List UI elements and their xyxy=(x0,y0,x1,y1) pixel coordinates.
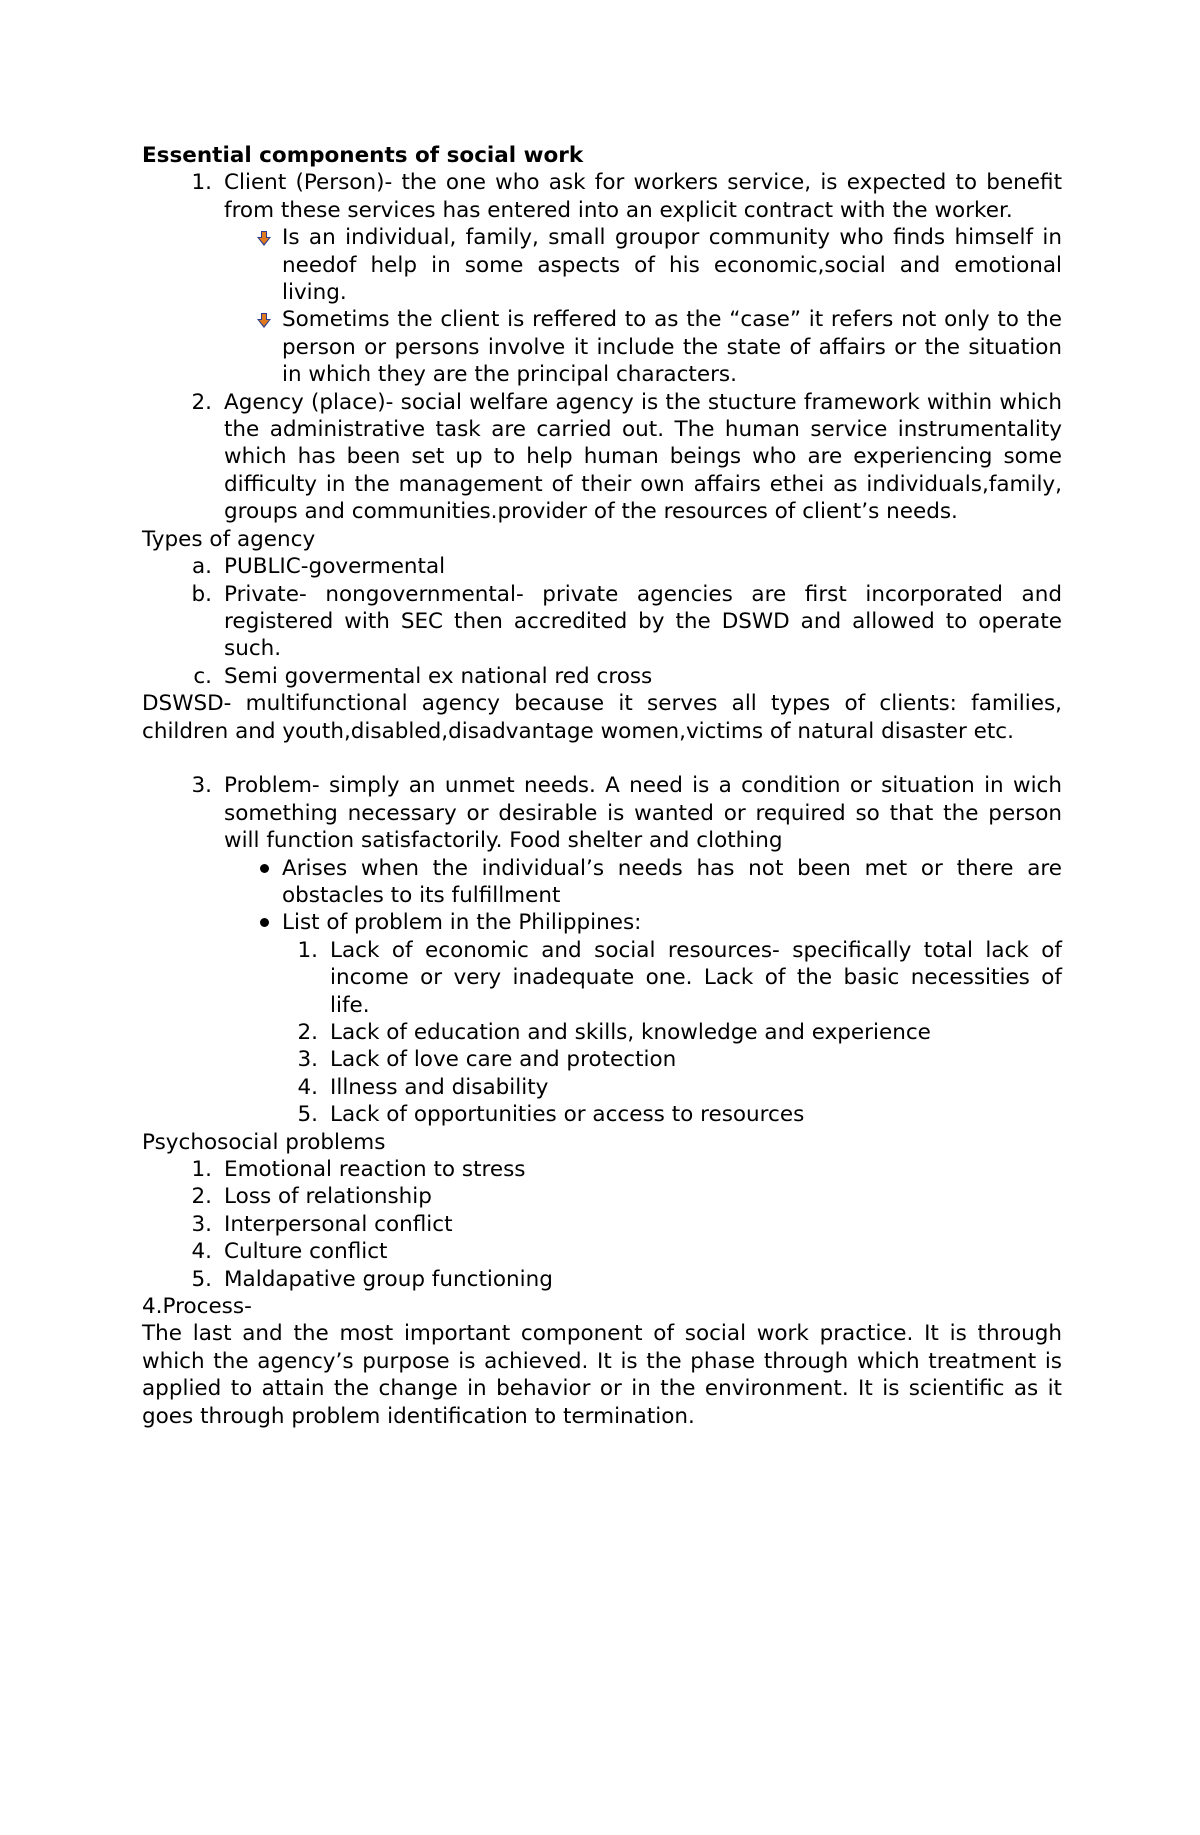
philippines-problem-item xyxy=(142,1046,1062,1073)
problem-text: Lack of opportunities or access to resources xyxy=(330,1102,805,1128)
psychosocial-item xyxy=(142,1183,1062,1210)
list-number: 5. xyxy=(297,1102,318,1128)
psychosocial-text: Maldapative group functioning xyxy=(224,1266,553,1292)
dot-bullet-icon xyxy=(246,855,282,873)
psychosocial-item xyxy=(142,1238,1062,1265)
list-number: 4. xyxy=(297,1074,318,1100)
blank-line xyxy=(142,745,1062,772)
process-paragraph: The last and the most important component of social work practice. It is through which the agency’s purpose is achieved. It is the phase through which treatment is applied to attain the change in behavior or in the environment. It is scientific as it goes through problem identification to termination. xyxy=(142,1321,1062,1429)
component-item-client xyxy=(142,169,1062,224)
dswsd-paragraph: DSWSD- multifunctional agency because it serves all types of clients: families, children and youth,disabled,disadvantage women,victims of natural disaster etc. xyxy=(142,691,1062,744)
philippines-problem-item xyxy=(142,1074,1062,1101)
philippines-problem-item xyxy=(142,1019,1062,1046)
arrow-bullet-item xyxy=(142,224,1062,306)
list-number: 3. xyxy=(191,773,212,799)
problem-text: Lack of education and skills, knowledge and experience xyxy=(330,1019,931,1045)
dot-bullet-icon xyxy=(246,909,282,927)
list-number: 3. xyxy=(297,1047,318,1073)
psychosocial-item xyxy=(142,1266,1062,1293)
psychosocial-text: Culture conflict xyxy=(224,1239,388,1265)
bullet-text: Is an individual, family, small groupor community who finds himself in needof help in some aspects of his economic,social and emotional living. xyxy=(282,225,1062,306)
component-item-problem xyxy=(142,772,1062,854)
bullet-text: Sometims the client is reffered to as the “case” it refers not only to the person or persons involve it include the state of affairs or the situation in which they are the principal characters. xyxy=(282,307,1062,388)
list-number: 3. xyxy=(191,1211,212,1237)
component-text: Agency (place)- social welfare agency is the stucture framework within which the administrative task are carried out. The human service instrumentality which has been set up to help human beings who are experiencing some difficulty in the management of their own affairs ethei as individuals,family, groups and communities.provider of the resources of client’s needs. xyxy=(224,389,1062,525)
agency-type-text: Private- nongovernmental- private agencies are first incorporated and registered with SEC then accredited by the DSWD and allowed to operate such. xyxy=(224,581,1062,662)
dot-bullet-item xyxy=(142,855,1062,910)
component-text: Client (Person)- the one who ask for workers service, is expected to benefit from these services has entered into an explicit contract with the worker. xyxy=(224,170,1062,223)
philippines-problem-item xyxy=(142,937,1062,1019)
section-heading-psychosocial: Psychosocial problems xyxy=(142,1129,386,1155)
list-number: 2. xyxy=(297,1019,318,1045)
arrow-bullet-item xyxy=(142,306,1062,388)
dot-bullet-item xyxy=(142,909,1062,936)
component-item-agency xyxy=(142,389,1062,526)
list-number: 2. xyxy=(191,1184,212,1210)
list-number: 5. xyxy=(191,1266,212,1292)
philippines-problem-item xyxy=(142,1101,1062,1128)
psychosocial-item xyxy=(142,1211,1062,1238)
arrow-bullet-icon xyxy=(246,224,282,248)
problem-text: Lack of love care and protection xyxy=(330,1047,677,1073)
problem-text: Illness and disability xyxy=(330,1074,549,1100)
section-heading-agency-types: Types of agency xyxy=(142,526,316,552)
bullet-text: Arises when the individual’s needs has not been met or there are obstacles to its fulfillment xyxy=(282,855,1062,908)
psychosocial-text: Interpersonal conflict xyxy=(224,1211,453,1237)
problem-text: Lack of economic and social resources- specifically total lack of income or very inadequate one. Lack of the basic necessities of life. xyxy=(330,937,1062,1018)
list-letter: c. xyxy=(193,663,212,689)
psychosocial-text: Loss of relationship xyxy=(224,1184,432,1210)
list-number: 1. xyxy=(191,170,212,196)
agency-type-item xyxy=(142,553,1062,580)
list-number: 1. xyxy=(297,937,318,963)
list-letter: a. xyxy=(191,554,212,580)
agency-type-item xyxy=(142,581,1062,663)
section-heading-process: 4.Process- xyxy=(142,1294,252,1320)
agency-type-text: PUBLIC-govermental xyxy=(224,554,446,580)
list-number: 1. xyxy=(191,1157,212,1183)
list-number: 2. xyxy=(191,389,212,415)
bullet-text: List of problem in the Philippines: xyxy=(282,910,642,936)
arrow-bullet-icon xyxy=(246,306,282,330)
component-text: Problem- simply an unmet needs. A need is a condition or situation in wich something necessary or desirable is wanted or required so that the person will function satisfactorily. Food shelter and clothing xyxy=(224,773,1062,854)
document-page xyxy=(142,142,1062,1430)
list-number: 4. xyxy=(191,1239,212,1265)
agency-type-text: Semi govermental ex national red cross xyxy=(224,663,653,689)
agency-type-item xyxy=(142,663,1062,690)
psychosocial-item xyxy=(142,1156,1062,1183)
psychosocial-text: Emotional reaction to stress xyxy=(224,1157,526,1183)
document-title: Essential components of social work xyxy=(142,143,584,168)
list-letter: b. xyxy=(191,581,212,607)
